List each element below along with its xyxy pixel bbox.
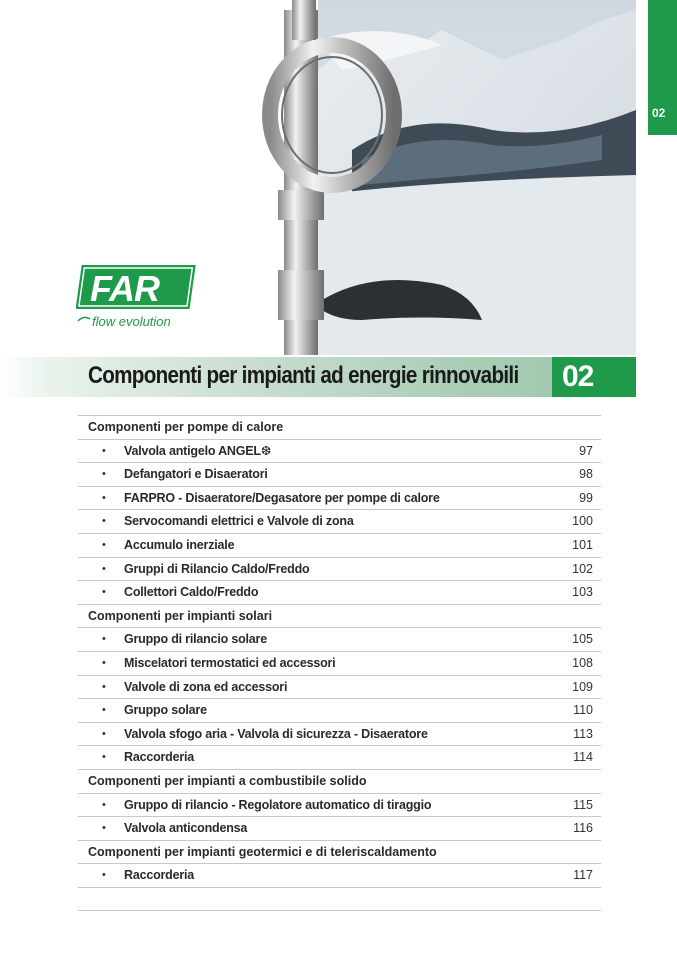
bullet-icon: • (102, 727, 106, 740)
toc-entry-page-number: 100 (572, 514, 593, 529)
bullet-icon: • (102, 704, 106, 717)
toc-entry-page-number: 101 (572, 537, 593, 552)
toc-entry[interactable] (78, 581, 601, 605)
bullet-icon: • (102, 562, 106, 575)
toc-entry-label: Miscelatori termostatici ed accessori (124, 655, 336, 670)
bullet-icon: • (102, 633, 106, 646)
toc-entry[interactable] (78, 510, 601, 534)
toc-entry-label: Raccorderia (124, 868, 195, 883)
toc-blank-row (78, 888, 601, 912)
toc-entry[interactable] (78, 864, 601, 888)
toc-entry-page-number: 105 (572, 632, 593, 647)
toc-section-heading[interactable]: Componenti per impianti solari (78, 605, 601, 629)
chapter-side-tab-label: 02 (652, 106, 666, 120)
toc-entry[interactable] (78, 746, 601, 770)
logo-tagline-text: flow evolution (92, 314, 171, 329)
bullet-icon: • (102, 798, 106, 811)
bullet-icon: • (102, 468, 106, 481)
toc-entry-label: Accumulo inerziale (124, 537, 235, 552)
toc-section-heading[interactable]: Componenti per pompe di calore (78, 416, 601, 440)
toc-entry-label: Gruppo di rilancio - Regolatore automatico di tiraggio (124, 797, 432, 812)
toc-entry-page-number: 97 (579, 443, 593, 458)
toc-entry-label: Valvola anticondensa (124, 821, 248, 836)
toc-entry-page-number: 108 (572, 655, 593, 670)
toc-entry-label: Collettori Caldo/Freddo (124, 585, 259, 600)
toc-entry-label: Raccorderia (124, 750, 195, 765)
toc-entry-page-number: 109 (572, 679, 593, 694)
toc-entry[interactable] (78, 652, 601, 676)
toc-entry[interactable] (78, 534, 601, 558)
toc-section-heading[interactable]: Componenti per impianti a combustibile solido (78, 770, 601, 794)
bullet-icon: • (102, 491, 106, 504)
toc-entry[interactable] (78, 817, 601, 841)
toc-entry-label: Servocomandi elettrici e Valvole di zona (124, 514, 354, 529)
toc-entry-label: Gruppi di Rilancio Caldo/Freddo (124, 561, 310, 576)
toc-entry[interactable] (78, 440, 601, 464)
bullet-icon: • (102, 538, 106, 551)
bullet-icon: • (102, 680, 106, 693)
toc-entry[interactable] (78, 794, 601, 818)
toc-entry-page-number: 116 (573, 821, 593, 836)
toc-entry-page-number: 103 (572, 585, 593, 600)
toc-entry[interactable] (78, 628, 601, 652)
toc-entry-page-number: 115 (573, 797, 593, 812)
chapter-side-tab[interactable] (648, 0, 677, 135)
toc-entry[interactable] (78, 463, 601, 487)
toc-entry[interactable] (78, 487, 601, 511)
chapter-title: Componenti per impianti ad energie rinnovabili (88, 362, 519, 389)
toc-entry-label: Valvola sfogo aria - Valvola di sicurezza - Disaeratore (124, 726, 428, 741)
bullet-icon: • (102, 515, 106, 528)
bullet-icon: • (102, 656, 106, 669)
toc-entry-page-number: 99 (579, 490, 593, 505)
far-logo (76, 263, 201, 333)
toc-entry-label: Gruppo solare (124, 703, 207, 718)
toc-entry-page-number: 114 (573, 750, 593, 765)
logo-brand-text: FAR (90, 268, 159, 309)
toc-entry-page-number: 113 (573, 726, 593, 741)
toc-entry-label: Defangatori e Disaeratori (124, 467, 268, 482)
toc-entry-page-number: 98 (579, 467, 593, 482)
toc-entry[interactable] (78, 558, 601, 582)
bullet-icon: • (102, 444, 106, 457)
bullet-icon: • (102, 869, 106, 882)
bullet-icon: • (102, 822, 106, 835)
toc-section-heading[interactable]: Componenti per impianti geotermici e di teleriscaldamento (78, 841, 601, 865)
table-of-contents (78, 415, 601, 911)
toc-entry-page-number: 117 (573, 868, 593, 883)
bullet-icon: • (102, 586, 106, 599)
toc-entry-label: Valvole di zona ed accessori (124, 679, 288, 694)
toc-entry[interactable] (78, 699, 601, 723)
toc-entry-label: FARPRO - Disaeratore/Degasatore per pompe di calore (124, 490, 440, 505)
toc-entry[interactable] (78, 676, 601, 700)
toc-entry-label: Gruppo di rilancio solare (124, 632, 267, 647)
bullet-icon: • (102, 751, 106, 764)
toc-entry[interactable] (78, 723, 601, 747)
toc-entry-label: Valvola antigelo ANGEL❆ (124, 443, 272, 458)
toc-entry-page-number: 102 (572, 561, 593, 576)
toc-entry-page-number: 110 (573, 703, 593, 718)
chapter-number: 02 (552, 357, 636, 397)
hero-image (242, 0, 636, 355)
